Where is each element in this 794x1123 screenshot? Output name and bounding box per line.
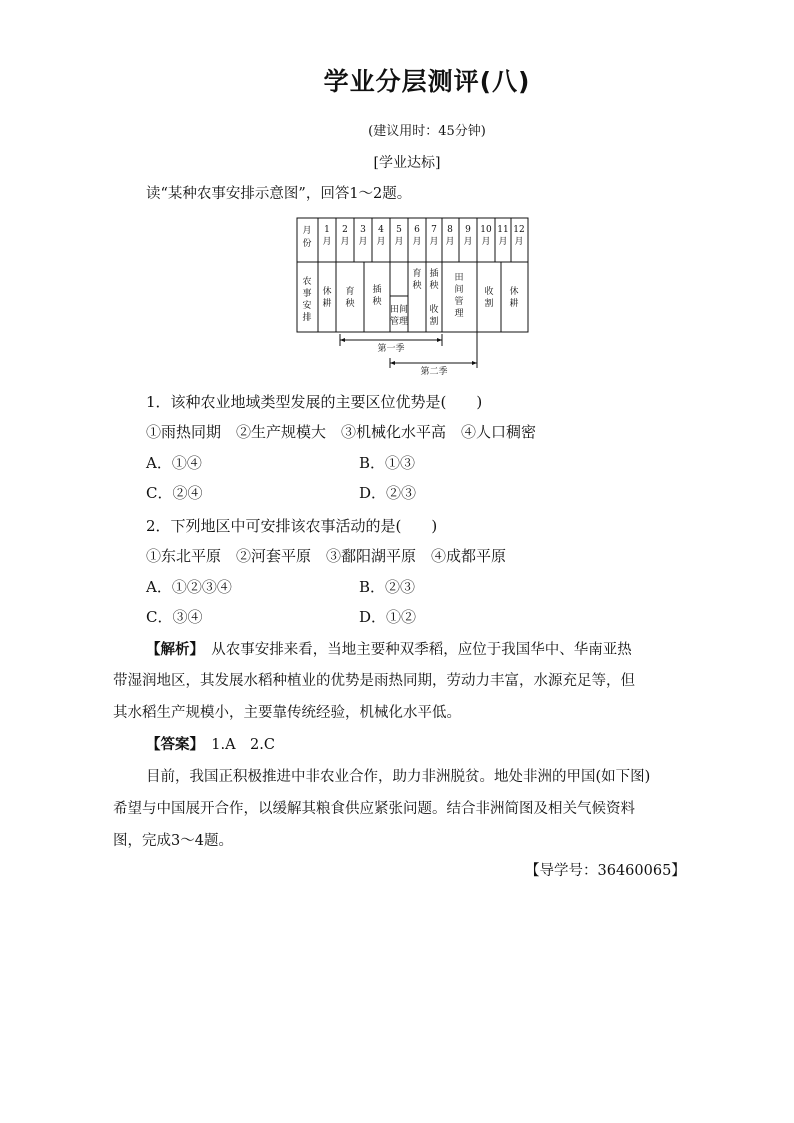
- svg-text:事: 事: [302, 289, 312, 299]
- month-8: 8: [447, 225, 453, 235]
- month-10: 10: [480, 225, 492, 235]
- svg-text:月: 月: [340, 237, 350, 247]
- answer-line: [146, 733, 275, 754]
- svg-text:月: 月: [429, 237, 439, 247]
- svg-text:割: 割: [429, 317, 439, 327]
- svg-text:安: 安: [302, 301, 312, 311]
- month-7: 7: [431, 225, 437, 235]
- passage-line-2: 希望与中国展开合作，以缓解其粮食供应紧张问题。结合非洲简图及相关气候资料: [113, 801, 635, 817]
- answer-text: 1.A 2.C: [211, 737, 275, 753]
- svg-text:月: 月: [498, 237, 508, 247]
- svg-text:秧: 秧: [372, 297, 382, 307]
- q2-stem: 2．下列地区中可安排该农事活动的是( ): [146, 517, 438, 535]
- svg-text:月: 月: [322, 237, 332, 247]
- activity-transplant-1: 插: [372, 285, 382, 295]
- svg-text:管: 管: [454, 297, 464, 307]
- passage-line-3: 图，完成3～4题。: [113, 833, 233, 849]
- activity-fallow-1: 休: [322, 287, 332, 297]
- guide-number: 【导学号：36460065】: [525, 863, 686, 879]
- svg-text:月: 月: [445, 237, 455, 247]
- activity-harvest-1: 收: [429, 305, 439, 315]
- month-3: 3: [360, 225, 366, 235]
- svg-text:月: 月: [358, 237, 368, 247]
- svg-text:耕: 耕: [322, 299, 332, 309]
- q1-option-a: A．①④: [146, 454, 202, 472]
- q1-option-b: B．①③: [359, 454, 416, 472]
- row-label: 农: [302, 277, 312, 287]
- svg-text:间: 间: [454, 285, 464, 295]
- season-2-label: 第二季: [420, 367, 448, 376]
- svg-text:秧: 秧: [345, 299, 355, 309]
- month-12: 12: [513, 225, 525, 235]
- activity-fallow-2: 休: [509, 287, 519, 297]
- q1-option-d: D．②③: [359, 484, 417, 502]
- activity-harvest-2: 收: [484, 287, 494, 297]
- intro-text: 读“某种农事安排示意图”，回答1～2题。: [146, 186, 412, 202]
- month-2: 2: [342, 225, 348, 235]
- activity-field-mgmt-2: 田: [454, 273, 464, 283]
- svg-text:月: 月: [463, 237, 473, 247]
- page-title: 学业分层测评(八): [323, 67, 531, 96]
- season-1-label: 第一季: [377, 344, 405, 354]
- month-5: 5: [396, 225, 402, 235]
- q2-option-b: B．②③: [359, 578, 416, 596]
- q2-items: ①东北平原 ②河套平原 ③鄱阳湖平原 ④成都平原: [146, 547, 507, 565]
- activity-seedling-1: 育: [345, 287, 355, 297]
- answer-label: 【答案】: [146, 736, 197, 753]
- svg-text:份: 份: [302, 239, 312, 249]
- svg-text:割: 割: [484, 299, 494, 309]
- passage-line-1: 目前，我国正积极推进中非农业合作，助力非洲脱贫。地处非洲的甲国(如下图): [146, 769, 651, 785]
- month-header: 月: [302, 226, 312, 236]
- month-1: 1: [324, 225, 330, 235]
- activity-field-mgmt-1: 田间: [389, 305, 409, 315]
- svg-text:排: 排: [302, 313, 312, 323]
- analysis-label: 【解析】: [146, 641, 197, 658]
- q1-stem: 1．该种农业地域类型发展的主要区位优势是( ): [146, 393, 483, 411]
- analysis-line-2: 带湿润地区，其发展水稻种植业的优势是雨热同期，劳动力丰富，水源充足等，但: [113, 673, 635, 689]
- q1-items: ①雨热同期 ②生产规模大 ③机械化水平高 ④人口稠密: [146, 423, 537, 441]
- section-label: [学业达标]: [373, 155, 441, 171]
- analysis-line-1: 【解析】 从农事安排来看，当地主要种双季稻，应位于我国华中、华南亚热: [146, 641, 632, 658]
- q2-option-d: D．①②: [359, 608, 417, 626]
- q2-option-c: C．③④: [146, 608, 203, 626]
- svg-text:月: 月: [394, 237, 404, 247]
- analysis-line-3: 其水稻生产规模小，主要靠传统经验，机械化水平低。: [113, 705, 461, 721]
- svg-text:管理: 管理: [389, 317, 409, 327]
- farming-schedule-diagram: [296, 216, 532, 376]
- svg-text:秧: 秧: [412, 281, 422, 291]
- time-suggestion: (建议用时：45分钟): [368, 124, 486, 139]
- svg-text:月: 月: [514, 237, 524, 247]
- q1-option-c: C．②④: [146, 484, 203, 502]
- month-9: 9: [465, 225, 471, 235]
- svg-text:理: 理: [454, 309, 464, 319]
- activity-transplant-2: 插: [429, 269, 439, 279]
- month-11: 11: [497, 225, 509, 235]
- svg-text:月: 月: [412, 237, 422, 247]
- month-6: 6: [414, 225, 420, 235]
- svg-text:月: 月: [376, 237, 386, 247]
- svg-text:耕: 耕: [509, 299, 519, 309]
- svg-text:月: 月: [481, 237, 491, 247]
- q2-option-a: A．①②③④: [146, 578, 232, 596]
- month-4: 4: [378, 225, 384, 235]
- activity-seedling-2: 育: [412, 269, 422, 279]
- svg-text:秧: 秧: [429, 281, 439, 291]
